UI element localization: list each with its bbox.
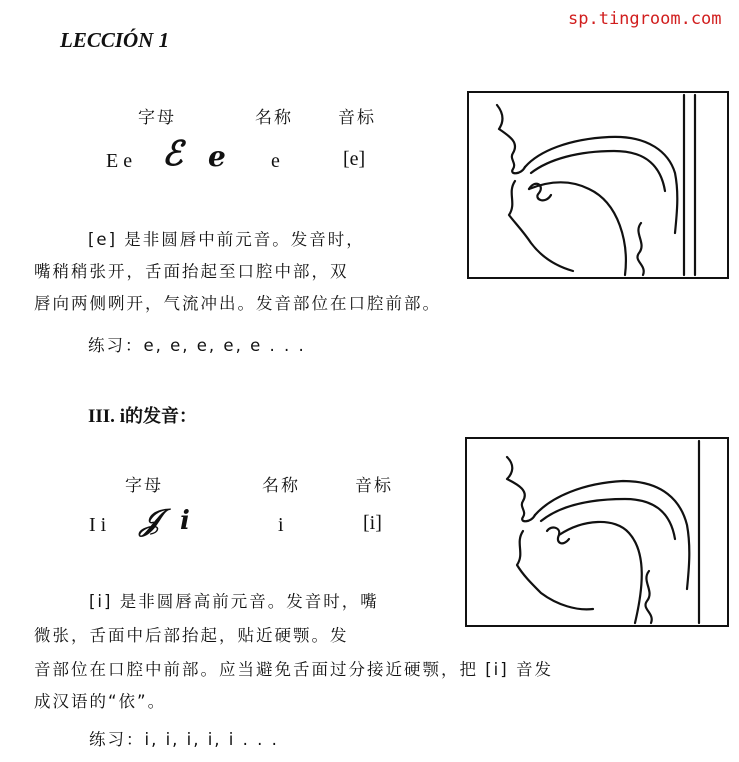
heading-letter: i [119,406,125,427]
mouth-diagram-i [465,437,729,627]
letter-print: I i [89,514,107,536]
letter-print: E e [106,150,133,172]
letter-script-upper: 𝒥 [140,503,161,538]
letter-script-lower: e [208,140,226,173]
desc-line-2: 微张，舌面中后部抬起，贴近硬颚。发 [34,626,349,645]
heading-text: 的发音： [124,406,197,427]
letter-script-lower: i [180,506,190,536]
mouth-diagram-e-drawing [469,93,727,277]
header-name: 名称 [262,476,300,496]
desc-line-3: 音部位在口腔中前部。应当避免舌面过分接近硬颚，把 [i] 音发 [34,660,553,679]
header-letter: 字母 [138,108,176,128]
header-letter: 字母 [125,476,163,496]
mouth-diagram-e [467,91,729,279]
letter-ipa: [i] [363,512,382,534]
desc-line-1: [i] 是非圆唇高前元音。发音时，嘴 [89,592,379,611]
letter-ipa: [e] [343,148,366,170]
section-i-heading [88,402,197,428]
header-ipa: 音标 [338,108,376,128]
desc-line-3: 唇向两侧咧开，气流冲出。发音部位在口腔前部。 [34,294,441,313]
lesson-title: LECCIÓN 1 [60,28,170,52]
header-name: 名称 [255,108,293,128]
practice-e: 练习：e, e, e, e, e . . . [88,336,306,355]
mouth-diagram-i-drawing [467,439,727,625]
watermark: sp.tingroom.com [568,9,722,29]
heading-number: III. [88,406,115,427]
letter-name: i [278,514,284,536]
header-ipa: 音标 [355,476,393,496]
letter-script-upper: ℰ [162,134,183,174]
desc-line-2: 嘴稍稍张开，舌面抬起至口腔中部，双 [34,262,349,281]
practice-i: 练习：i, i, i, i, i . . . [89,730,279,749]
desc-line-1: [e] 是非圆唇中前元音。发音时， [88,230,365,249]
desc-line-4: 成汉语的“依”。 [34,692,167,711]
letter-name: e [271,150,280,172]
